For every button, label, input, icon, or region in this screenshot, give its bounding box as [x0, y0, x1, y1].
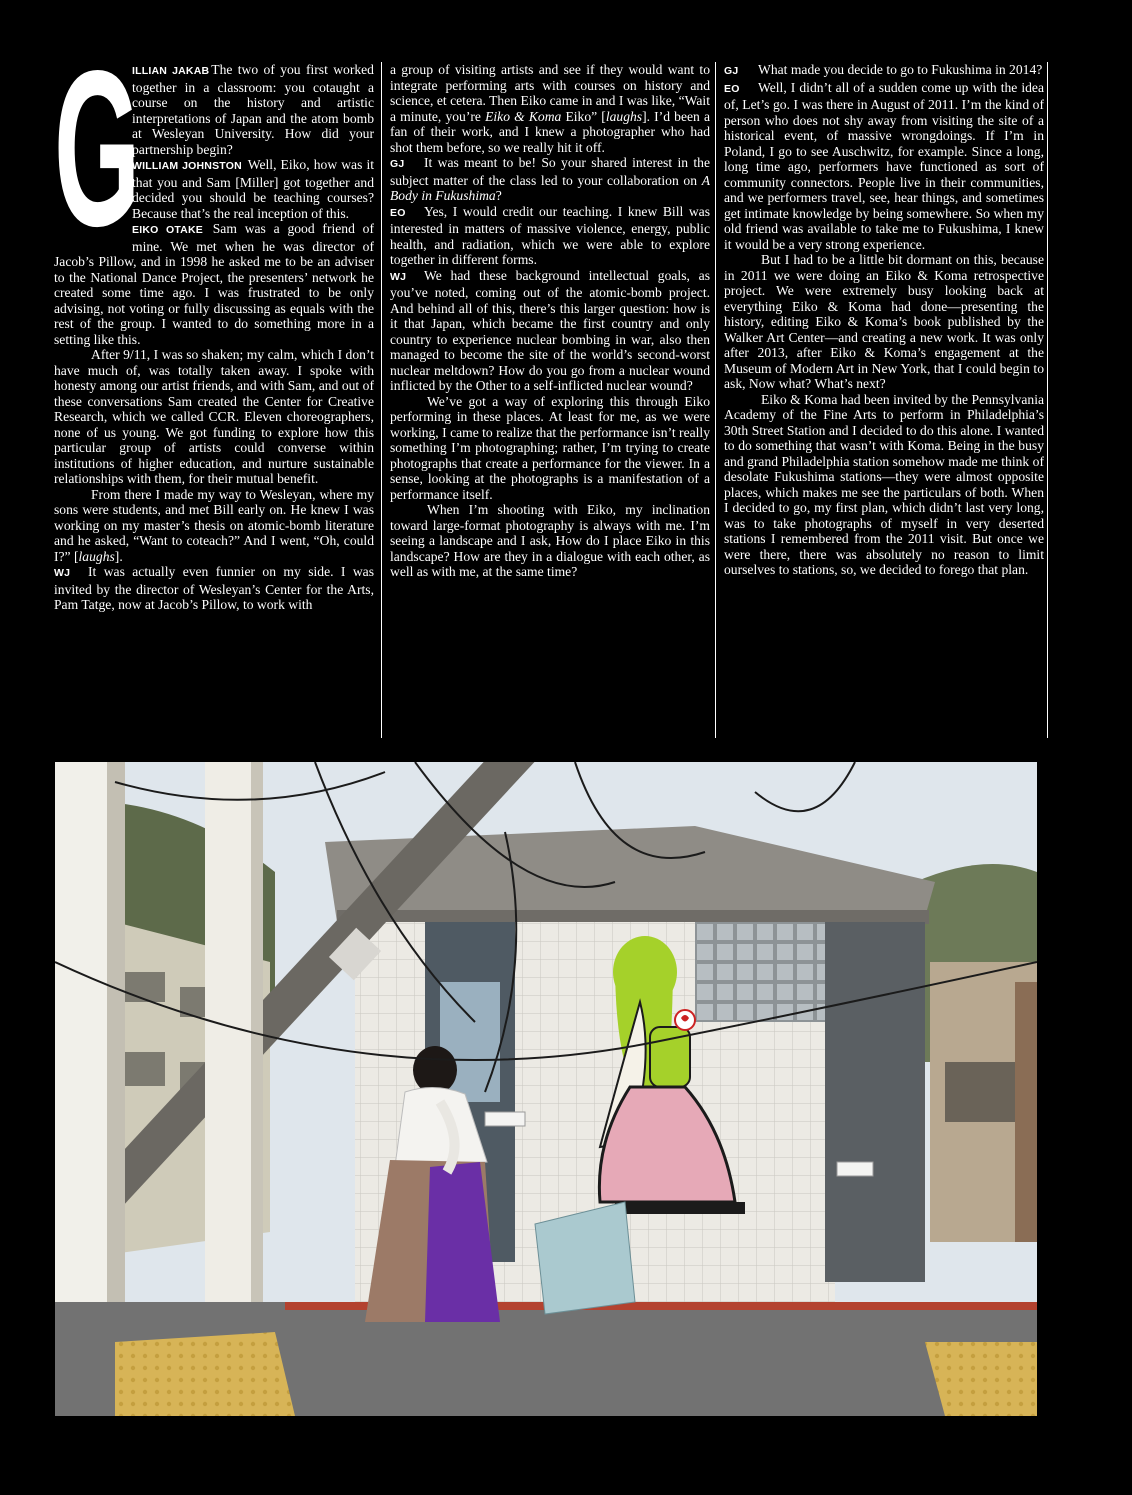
- speaker-label: WILLIAM JOHNSTON: [132, 160, 242, 172]
- side-doorway: [825, 922, 925, 1282]
- paragraph: We’ve got a way of exploring this through Eiko performing in these places. At least for me, as we were working, I came to realize that the performance isn’t really something I’m photographing; rather, I’m trying to create photographs that create a performance for the viewer. In a sense, looking at the photographs is a manifestation of a performance itself.: [390, 393, 710, 502]
- paragraph: WJ It was actually even funnier on my side. I was invited by the director of Wesleyan’s Center for the Arts, Pam Tatge, now at Jacob’s Pillow, to work with: [54, 564, 374, 612]
- paragraph: ILLIAN JAKAB The two of you first worked together in a classroom: you cotaught a course on the history and artistic interpretations of Japan and the atom bomb at Wesleyan University. How did your partnership begin?: [132, 62, 374, 157]
- photo-illustration: [55, 762, 1037, 1416]
- paragraph: From there I made my way to Wesleyan, where my sons were students, and met Bill early on. He knew I was working on my master’s thesis on atomic-bomb literature and he asked, “Want to coteach?” And I went, “Oh, could I?” [laughs].: [54, 486, 374, 564]
- speaker-label: GJ: [390, 158, 405, 170]
- paragraph: After 9/11, I was so shaken; my calm, which I don’t have much of, was totally taken away. I spoke with honesty among our artist friends, and with Sam, and out of these conversations Sam created the Center for Creative Research, which we called CCR. Eleven choreographers, none of us young. We got funding to explore how this particular group of artists could converse within institutions of higher education, and nurture sustainable relationships with them, for their mutual benefit.: [54, 347, 374, 486]
- paragraph: a group of visiting artists and see if they would want to integrate performing arts with courses on history and science, et cetera. Then Eiko came in and I was like, “Wait a minute, you’re Eiko & Koma Eiko” [laughs]. I’d been a fan of their work, and I knew a photographer who had shot them before, so we really hit it off.: [390, 62, 710, 155]
- tactile-paving: [115, 1332, 295, 1416]
- paragraph: GJ It was meant to be! So your shared interest in the subject matter of the class led to your collaboration on A Body in Fukushima?: [390, 155, 710, 203]
- column-rule: [1047, 62, 1048, 738]
- speaker-label: EO: [724, 82, 740, 95]
- article-column-1: [54, 62, 374, 738]
- paragraph: When I’m shooting with Eiko, my inclination toward large-format photography is always with me. I’m seeing a landscape and I ask, How do I place Eiko in this landscape? How are they in a dialogue with each other, as well as with me, at the same time?: [390, 502, 710, 579]
- paragraph: WILLIAM JOHNSTON Well, Eiko, how was it that you and Sam [Miller] got together and decided you should be teaching courses? Because that’s the real inception of this.: [132, 157, 374, 221]
- speaker-label: EO: [390, 206, 406, 219]
- paragraph: EIKO OTAKE Sam was a good friend of mine. We met when he was director of Jacob’s Pillow, and in 1998 he asked me to be an adviser to the National Dance Project, the presenters’ network he created some time ago. I was frustrated to be only advising, not voting or fully discussing as equals with the rest of the group. I wanted to do something more in a setting like this.: [54, 221, 374, 347]
- paragraph: GJ What made you decide to go to Fukushima in 2014?: [724, 62, 1044, 80]
- speaker-label: WJ: [390, 270, 407, 283]
- article-photo: [55, 762, 1037, 1416]
- article-column-2: [390, 62, 710, 738]
- speaker-label: ILLIAN JAKAB: [132, 65, 210, 77]
- paragraph: Eiko & Koma had been invited by the Pennsylvania Academy of the Fine Arts to perform in Philadelphia’s 30th Street Station and I decided to do this alone. I wanted to do something that wasn’t with Koma. Being in the busy and grand Philadelphia station somehow made me think of desolate Fukushima stations—they were almost opposite places, which makes me see the particulars of both. When I decided to go, my first plan, which didn’t last very long, was to take photographs of myself in very deserted stations I remembered from the 2011 visit. But once we were there, there was absolutely no reason to limit ourselves to stations, so, we decided to forego that plan.: [724, 391, 1044, 577]
- paragraph: But I had to be a little bit dormant on this, because in 2011 we were doing an Eiko & Koma retrospective project. We were extremely busy looking back at everything Eiko & Koma had done—presenting the history, editing Eiko & Koma’s book published by the Walker Art Center—and creating a new work. It was only after 2013, after Eiko & Koma’s engagement at the Museum of Modern Art in New York, that I could begin to ask, Now what? What’s next?: [724, 252, 1044, 391]
- article-columns: [54, 62, 1048, 738]
- paragraph: EO Yes, I would credit our teaching. I knew Bill was interested in matters of massive violence, energy, public health, and radiation, which we were able to explore together in different forms.: [390, 203, 710, 267]
- speaker-label: WJ: [54, 567, 71, 579]
- drop-cap: G: [54, 62, 139, 273]
- article-column-3: [724, 62, 1044, 738]
- column-rule: [715, 62, 716, 738]
- paragraph: WJ We had these background intellectual goals, as you’ve noted, coming out of the atomic-bomb project. And behind all of this, there’s this larger question: how is it that Japan, which became the first country and only country to experience nuclear bombing in war, also then managed to become the site of the world’s second-worst nuclear meltdown? How do you go from a nuclear wound inflicted by the Other to a self-inflicted nuclear wound?: [390, 267, 710, 393]
- column-rule: [381, 62, 382, 738]
- speaker-label: EIKO OTAKE: [132, 224, 203, 236]
- speaker-label: GJ: [724, 65, 739, 77]
- paragraph: EO Well, I didn’t all of a sudden come up with the idea of, Let’s go. I was there in August of 2011. I’m the kind of person who does not shy away from visiting the site of a historical event, of massive wrongdoings. If I’m in Poland, I go to see Auschwitz, for example. Since a long, long time ago, performers have functioned as sort of community connectors. People live in their communities, and we performers travel, see, hear things, and sometimes get intimate knowledge by being somewhere. So when my old friend was available to take me to Fukushima, I knew it would be a very strong experience.: [724, 79, 1044, 252]
- glass-block-window: [695, 922, 825, 1022]
